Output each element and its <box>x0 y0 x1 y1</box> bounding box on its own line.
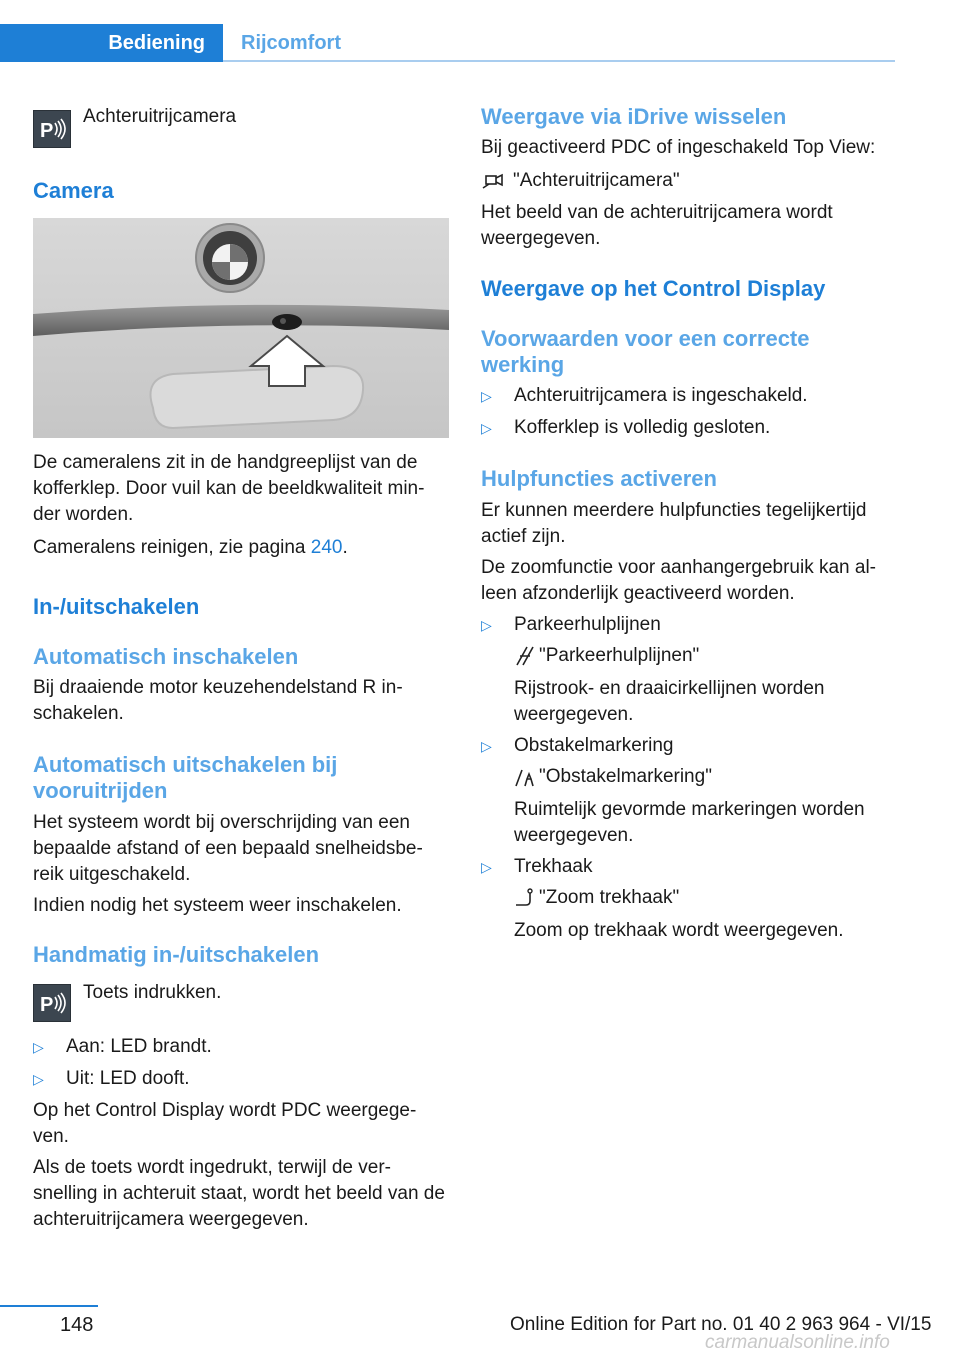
auto-off-text: Het systeem wordt bij overschrijding van een bepaalde afstand of een bepaald snelheidsbe-reik uitgeschakeld. <box>33 812 423 885</box>
aux-item-title: Obstakelmarkering <box>514 735 674 756</box>
manual-text-2: Als de toets wordt ingedrukt, terwijl de ver-snelling in achteruit staat, wordt het beeld van de achteruitrijcamera weergegeven. <box>33 1157 445 1230</box>
obstacle-marking-icon <box>513 765 537 797</box>
aux-item-menu: "Obstakelmarkering" <box>539 766 712 787</box>
manual-text-1: Op het Control Display wordt PDC weergege-ven. <box>33 1100 417 1147</box>
idrive-result: Het beeld van de achteruitrijcamera wordt weergegeven. <box>481 202 833 249</box>
camera-menu-icon <box>481 168 505 200</box>
tab-rijcomfort[interactable]: Rijcomfort <box>241 32 341 54</box>
manual-button-label: Toets indrukken. <box>83 982 222 1003</box>
idrive-menu-item: "Achteruitrijcamera" <box>513 170 680 191</box>
auto-on-heading: Automatisch inschakelen <box>33 644 299 669</box>
idrive-heading: Weergave via iDrive wisselen <box>481 104 787 129</box>
auto-on-text: Bij draaiende motor keuzehendelstand R in-schakelen. <box>33 677 403 724</box>
svg-text:P: P <box>40 120 54 142</box>
aux-item-desc: Rijstrook- en draaicirkellijnen worden weergegeven. <box>514 678 825 725</box>
list-item: Aan: LED brandt. <box>66 1036 212 1057</box>
page-number: 148 <box>60 1314 94 1336</box>
bullet-arrow-icon: ▷ <box>481 859 492 875</box>
aux-item-desc: Zoom op trekhaak wordt weergegeven. <box>514 920 844 941</box>
aux-item-desc: Ruimtelijk gevormde markeringen worden weergegeven. <box>514 799 865 846</box>
list-item: Achteruitrijcamera is ingeschakeld. <box>514 385 808 406</box>
camera-clean-suffix: . <box>342 537 348 558</box>
aux-item-title: Trekhaak <box>514 856 593 877</box>
edition-text: Online Edition for Part no. 01 40 2 963 964 - VI/15 <box>510 1314 932 1335</box>
aux-text-2: De zoomfunctie voor aanhangergebruik kan al-leen afzonderlijk geactiveerd worden. <box>481 557 877 604</box>
aux-heading: Hulpfuncties activeren <box>481 466 717 491</box>
tab-divider <box>223 60 895 62</box>
conditions-heading: Voorwaarden voor een correcte werking <box>481 326 810 377</box>
section-onoff-heading: In-/uitschakelen <box>33 594 200 619</box>
control-display-heading: Weergave op het Control Display <box>481 276 826 301</box>
aux-item-menu: "Parkeerhulplijnen" <box>539 645 700 666</box>
list-item: Uit: LED dooft. <box>66 1068 190 1089</box>
aux-item-title: Parkeerhulplijnen <box>514 614 661 635</box>
svg-text:P: P <box>40 994 54 1016</box>
bullet-arrow-icon: ▷ <box>33 1039 44 1055</box>
chapter-tabs <box>0 24 895 62</box>
list-item: Kofferklep is volledig gesloten. <box>514 417 771 438</box>
bullet-arrow-icon: ▷ <box>481 420 492 436</box>
camera-lens-text: De cameralens zit in de handgreeplijst van de kofferklep. Door vuil kan de beeldkwaliteit min-der worden. <box>33 452 425 525</box>
auto-off-text2: Indien nodig het systeem weer inschakelen. <box>33 895 402 916</box>
auto-off-heading: Automatisch uitschakelen bij vooruitrijden <box>33 752 338 803</box>
tab-bediening[interactable]: Bediening <box>0 24 223 62</box>
section-camera-heading: Camera <box>33 178 114 203</box>
trailer-hitch-icon <box>513 886 537 918</box>
bullet-arrow-icon: ▷ <box>481 738 492 754</box>
bullet-arrow-icon: ▷ <box>481 388 492 404</box>
camera-button-icon <box>33 110 71 148</box>
camera-location-photo <box>33 218 449 438</box>
camera-button-label: Achteruitrijcamera <box>83 106 237 127</box>
manual-heading: Handmatig in-/uitschakelen <box>33 942 320 967</box>
pdc-button-icon <box>33 984 71 1022</box>
aux-text-1: Er kunnen meerdere hulpfuncties tegelijkertijd actief zijn. <box>481 500 867 547</box>
camera-clean-prefix: Cameralens reinigen, zie pagina <box>33 537 311 558</box>
camera-clean-text <box>33 535 449 561</box>
watermark: carmanualsonline.info <box>705 1332 890 1353</box>
footer-line <box>0 1305 98 1307</box>
bullet-arrow-icon: ▷ <box>481 617 492 633</box>
parking-lines-icon <box>513 644 537 676</box>
aux-item-menu: "Zoom trekhaak" <box>539 887 680 908</box>
idrive-text: Bij geactiveerd PDC of ingeschakeld Top View: <box>481 137 876 158</box>
page-240-link[interactable]: 240 <box>310 537 343 558</box>
bullet-arrow-icon: ▷ <box>33 1071 44 1087</box>
